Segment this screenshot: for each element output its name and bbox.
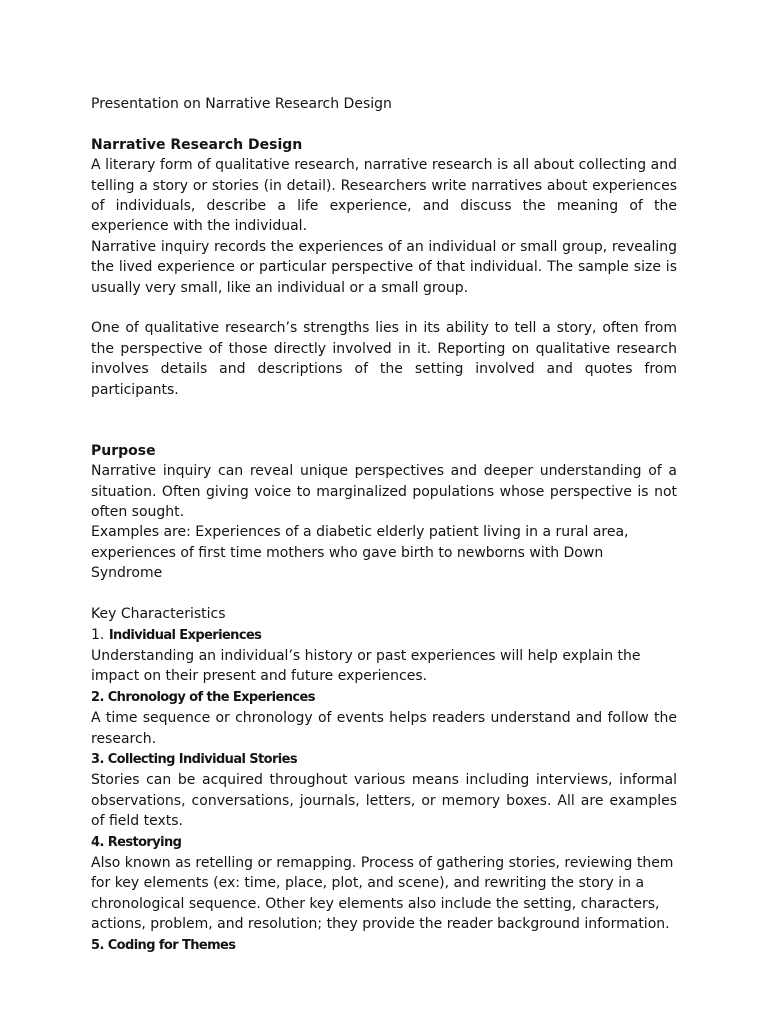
paragraph: Examples are: Experiences of a diabetic elderly patient living in a rural area, experiences of first time mothers who gave birth to newborns with Down Syndrome <box>91 524 629 582</box>
item-number: 1. <box>91 626 109 643</box>
spacer <box>91 400 677 441</box>
characteristic-heading <box>91 935 677 956</box>
spacer <box>91 298 677 318</box>
spacer <box>91 584 677 604</box>
document-title: Presentation on Narrative Research Design <box>91 96 392 112</box>
paragraph: One of qualitative research’s strengths lies in its ability to tell a story, often from the perspective of those directly involved in it. Reporting on qualitative research involves details and descriptions of the setting involved and quotes from participants. <box>91 320 677 398</box>
item-text: Understanding an individual’s history or past experiences will help explain the impact on their present and future experiences. <box>91 647 641 685</box>
item-text: Also known as retelling or remapping. Process of gathering stories, reviewing them for key elements (ex: time, place, plot, and scene), and rewriting the story in a chronological sequence. Other key elements also include the setting, characters, actions, problem, and resolution; they provide the reader background information. <box>91 854 674 933</box>
item-text: Stories can be acquired throughout various means including interviews, informal observations, conversations, journals, letters, or memory boxes. All are examples of field texts. <box>91 772 677 830</box>
characteristic-item <box>91 749 677 832</box>
paragraph: Narrative inquiry records the experiences of an individual or small group, revealing the lived experience or particular perspective of that individual. The sample size is usually very small, like an individual or a small group. <box>91 238 677 296</box>
characteristic-item <box>91 625 677 687</box>
characteristic-item <box>91 832 677 935</box>
key-characteristics-heading: Key Characteristics <box>91 606 226 623</box>
item-text: A time sequence or chronology of events helps readers understand and follow the research. <box>91 710 677 747</box>
item-title: Coding for Themes <box>107 937 236 953</box>
item-number: 2. <box>91 689 108 705</box>
item-number: 4. <box>91 834 108 850</box>
section-heading-narrative: Narrative Research Design <box>91 136 303 153</box>
item-title: Collecting Individual Stories <box>107 751 298 767</box>
item-number: 5. <box>91 937 108 953</box>
paragraph: Narrative inquiry can reveal unique perspectives and deeper understanding of a situation. Often giving voice to marginalized populations whose perspective is not often sought. <box>91 463 677 521</box>
characteristic-item <box>91 687 677 749</box>
characteristic-heading <box>91 687 677 708</box>
characteristic-heading <box>91 749 677 770</box>
document-body <box>91 94 677 956</box>
characteristic-item <box>91 935 677 956</box>
item-number: 3. <box>91 751 108 767</box>
item-title: Chronology of the Experiences <box>107 689 315 705</box>
item-title: Individual Experiences <box>108 627 262 643</box>
item-title: Restorying <box>107 834 182 850</box>
section-heading-purpose: Purpose <box>91 442 156 459</box>
paragraph: A literary form of qualitative research, narrative research is all about collecting and telling a story or stories (in detail). Researchers write narratives about experiences of individuals, describe a life experience, and discuss the meaning of the experience with the individual. <box>91 157 677 235</box>
characteristic-heading <box>91 832 677 853</box>
characteristic-heading <box>91 625 677 646</box>
